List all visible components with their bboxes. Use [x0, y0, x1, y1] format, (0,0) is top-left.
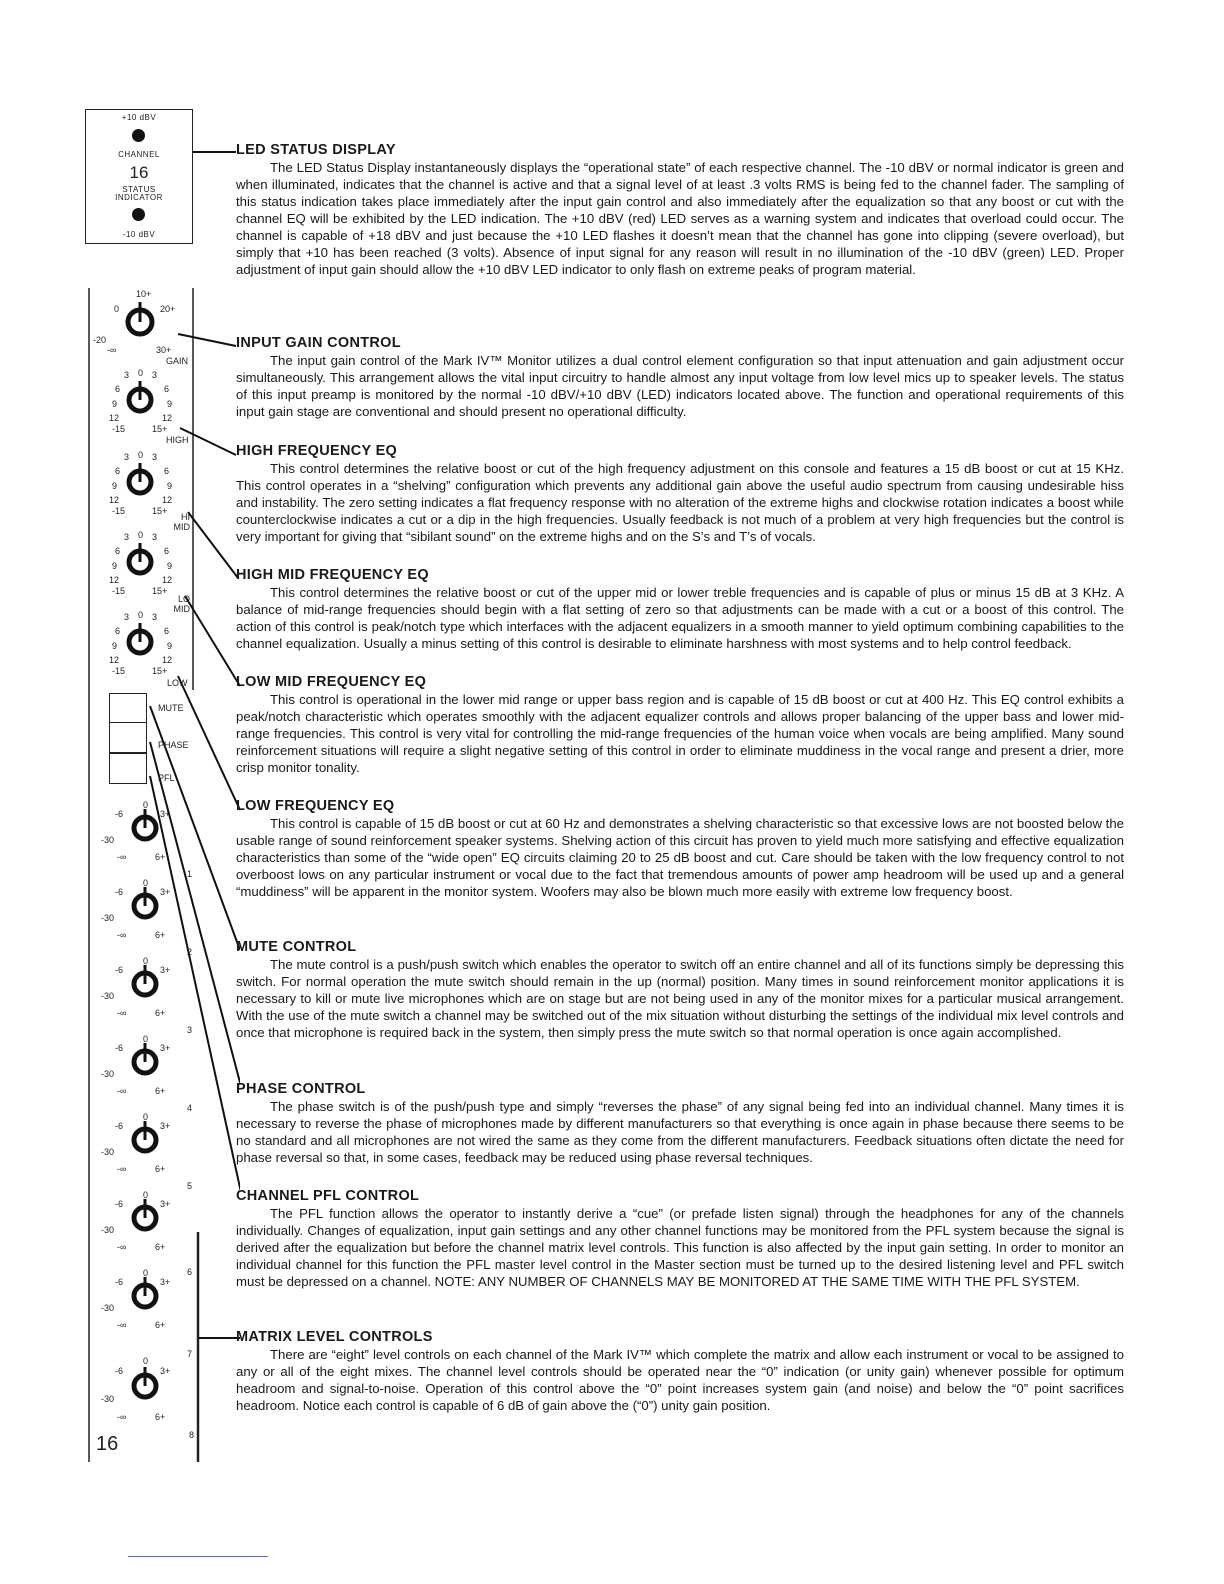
eq-scale: 15+: [152, 586, 168, 596]
bold-text: eight: [340, 1364, 369, 1379]
matrix-number-5: 5: [187, 1181, 193, 1191]
eq-low-label: LOW: [167, 678, 188, 688]
bold-text: 15 KHz: [1076, 461, 1121, 476]
section-title: LOW MID FREQUENCY EQ: [236, 674, 427, 690]
pfl-switch-label: PFL: [158, 773, 175, 783]
eq-scale: -15: [112, 666, 126, 676]
eq-scale: 0: [138, 450, 144, 460]
eq-lo-mid-label: LO MID: [173, 594, 190, 614]
section-led-status-display: [236, 142, 1124, 278]
eq-scale: 12: [162, 655, 173, 665]
section-title: HIGH FREQUENCY EQ: [236, 443, 398, 459]
eq-scale: 6: [164, 546, 170, 556]
leader-line-2: [178, 334, 236, 346]
eq-scale: 9: [112, 561, 118, 571]
matrix-scale-left: -6: [115, 1043, 124, 1053]
matrix-scale-bottom-left: -∞: [117, 930, 127, 940]
matrix-scale-top: 0: [143, 1190, 149, 1200]
gain-scale-bottom-right: 30+: [156, 345, 172, 355]
matrix-scale-left: -6: [115, 965, 124, 975]
eq-scale: 3: [152, 532, 158, 542]
matrix-scale-left: -6: [115, 1199, 124, 1209]
matrix-scale-bottom-right: 6+: [155, 1412, 166, 1422]
eq-scale: 3: [124, 612, 130, 622]
matrix-scale-top: 0: [143, 1268, 149, 1278]
status-label: STATUS: [122, 185, 156, 194]
section-channel-pfl-control: [236, 1188, 1124, 1290]
eq-scale: 9: [167, 641, 173, 651]
section-body: [236, 956, 1124, 1041]
eq-scale: 15+: [152, 666, 168, 676]
eq-scale: 12: [109, 413, 120, 423]
eq-scale: 15+: [152, 506, 168, 516]
body-text: The LED Status Display instantaneously displays the “operational state” of each respective channel. The -10 dBV or normal indicator is green and when illuminated, indicates that the channel is active and that a signal level of at least .3 volts RMS is being fed to the channel fader. The sampling of this status indication takes place immediately after the input gain control and also immediately after the equalization so that any boost or cut with the channel EQ will be exhibited by the LED indication. The +10 dBV (red) LED serves as a warning system and indicates that overload: [236, 160, 1124, 226]
eq-scale: 3: [124, 452, 130, 462]
channel-strip: [0, 0, 240, 1584]
matrix-scale-left: -6: [115, 809, 124, 819]
eq-scale: 0: [138, 610, 144, 620]
phase-switch[interactable]: [109, 722, 147, 753]
section-body: [236, 691, 1124, 776]
matrix-number-1: 1: [187, 869, 193, 879]
matrix-scale-bottom-right: 6+: [155, 852, 166, 862]
matrix-scale-bottom-left: -∞: [117, 1086, 127, 1096]
matrix-scale-right: 3+: [160, 1043, 171, 1053]
section-title: HIGH MID FREQUENCY EQ: [236, 567, 429, 583]
section-title: LED STATUS DISPLAY: [236, 142, 396, 158]
body-text: This control determines the relative boost or cut of the upper mid or lower treble frequencies and is capable of plus or minus 15 dB at: [270, 585, 1071, 600]
matrix-scale-bottom-right: 6+: [155, 1164, 166, 1174]
matrix-scale-right: 3+: [160, 965, 171, 975]
matrix-scale-bottom-left: -∞: [117, 1412, 127, 1422]
matrix-scale-far-left: -30: [101, 835, 115, 845]
gain-knob-label: GAIN: [166, 356, 189, 366]
eq-scale: 9: [112, 641, 118, 651]
phase-switch-label: PHASE: [158, 740, 189, 750]
minus10-label: -10 dBV: [122, 230, 156, 239]
mute-switch[interactable]: [109, 693, 147, 724]
matrix-scale-left: -6: [115, 1121, 124, 1131]
matrix-scale-top: 0: [143, 956, 149, 966]
section-phase-control: [236, 1081, 1124, 1166]
eq-scale: 6: [164, 466, 170, 476]
matrix-scale-bottom-left: -∞: [117, 1008, 127, 1018]
matrix-scale-top: 0: [143, 1356, 149, 1366]
matrix-scale-top: 0: [143, 800, 149, 810]
matrix-scale-top: 0: [143, 878, 149, 888]
matrix-scale-far-left: -30: [101, 1394, 115, 1404]
led-status-display: [85, 109, 193, 244]
section-mute-control: [236, 939, 1124, 1041]
indicator-label: INDICATOR: [115, 193, 163, 202]
eq-scale: 6: [115, 384, 121, 394]
section-body: [236, 1205, 1124, 1290]
body-text: tonality.: [311, 760, 360, 775]
eq-scale: 6: [164, 384, 170, 394]
page-number: 16: [96, 1433, 119, 1455]
matrix-number-2: 2: [187, 947, 193, 957]
matrix-scale-far-left: -30: [101, 913, 115, 923]
section-body: [236, 815, 1124, 900]
section-body: [236, 159, 1124, 278]
eq-scale: 3: [152, 452, 158, 462]
section-high-frequency-eq: [236, 443, 1124, 545]
body-text: This control is capable of 15 dB boost or cut at 60 Hz and demonstrates a shelving characteristic so that excessive lows are not boosted below the usable range of sound reinforcement speaker systems. Shelving action of this circuit has proven to yield much more satisfying and effective equalization characteristics than some of the “wide open” EQ circuits claiming 20 to 25 dB boost and cut. Care should be taken with the low frequency control to not overboost lows on any particular instrument or vocal due to the fact that tremendous amounts of power amp: [236, 816, 1124, 882]
section-body: [236, 460, 1124, 545]
section-low-mid-frequency-eq: [236, 674, 1124, 776]
body-text: The PFL function allows the operator to instantly derive a “cue” (or prefade listen signal) through the headphones for any of the channels individually. Changes of equalization, input gain settings and any other channel functions may be monitored from the PFL system because the signal is derived after the equalization but before the channel matrix level controls. This function is also affected by the input gain setting. In order to monitor an individual channel for this function the PFL master level control in the Master section must be turned up to the desired listening level and PFL switch must be depressed on a channel. NOTE: ANY NUMBER OF CHANNELS MAY BE MONITORED AT THE SAME TIME WITH THE PFL SYSTEM.: [236, 1206, 1124, 1289]
section-body: [236, 352, 1124, 420]
matrix-scale-right: 3+: [160, 1277, 171, 1287]
matrix-scale-bottom-right: 6+: [155, 930, 166, 940]
leader-line-9: [150, 776, 240, 1197]
matrix-number-6: 6: [187, 1267, 193, 1277]
body-text: . A balance of mid-range frequencies should begin with a flat setting of zero so that adjustments can be made with a cut or a boost of this control. The action of this control is peak/notch type which interfaces with the adjacent equalizers in a smooth manner to yield optimum combining capabilities to the channel equalization. Usually a minus setting of this control is desirable to eliminate harshness with most systems and to help control feedback.: [236, 585, 1124, 651]
bold-text: 3 KHz: [1070, 585, 1108, 600]
matrix-scale-top: 0: [143, 1112, 149, 1122]
footer-rule: [128, 1556, 268, 1557]
matrix-scale-bottom-left: -∞: [117, 1320, 127, 1330]
body-text: . This control operates in a “shelving” configuration which prevents any additional gain above the useful audio spectrum from causing undesirable hiss and instability. The zero setting indicates a flat frequency response with no alteration of the extreme highs and clockwise rotation indicates a boost while counterclockwise indicates a cut or a dip in the high frequencies. Usually feedback is not much of a problem at very high frequencies but the control is very important for giving that “sibilant sound” on the extreme highs and on the S’s and T’s of vocals.: [236, 461, 1124, 544]
eq-scale: 6: [115, 546, 121, 556]
eq-scale: -15: [112, 506, 126, 516]
eq-scale: 12: [109, 495, 120, 505]
section-body: [236, 584, 1124, 652]
eq-scale: 9: [167, 399, 173, 409]
eq-scale: 12: [162, 413, 173, 423]
leader-line-4: [188, 512, 238, 578]
matrix-scale-top: 0: [143, 1034, 149, 1044]
bold-text: headroom: [883, 867, 943, 882]
matrix-number-8: 8: [189, 1430, 195, 1440]
gain-scale-bottom-left: -∞: [107, 345, 117, 355]
gain-scale-left: 0: [114, 304, 120, 314]
eq-scale: 6: [115, 466, 121, 476]
matrix-number-7: 7: [187, 1349, 193, 1359]
matrix-scale-right: 3+: [160, 1199, 171, 1209]
eq-scale: 3: [152, 612, 158, 622]
matrix-scale-left: -6: [115, 887, 124, 897]
eq-scale: 0: [138, 368, 144, 378]
matrix-scale-far-left: -30: [101, 1303, 115, 1313]
matrix-scale-bottom-right: 6+: [155, 1008, 166, 1018]
bold-text: kill: [315, 991, 331, 1006]
body-text: (severe overload), but simply that +10 has been reached (3 volts). Absence of input signal for any reason will result in no illumination of the -10 dBV (green) LED. Proper adjustment of input gain should allow the +10 dBV LED indicator to only flash on extreme peaks of program material.: [236, 228, 1124, 277]
eq-scale: 9: [167, 481, 173, 491]
body-text: or mute live microphones which are on stage but are not being used in any of the monitor mixes for a particular musical arrangement. With the use of the mute switch a channel may be switched out of the mix situation without disturbing the settings of the individual mix level controls and once that microphone is required back in the system, then simply press the mute switch so that normal operation is once again accomplished.: [236, 991, 1124, 1040]
body-text: will be used up and a general “muddiness” will be apparent in the monitor system. Woofers may also be blown much more easily with extreme low frequency boost.: [236, 867, 1124, 899]
matrix-scale-left: -6: [115, 1277, 124, 1287]
eq-scale: 12: [162, 495, 173, 505]
eq-scale: 15+: [152, 424, 168, 434]
eq-hi-mid-label: HI MID: [173, 512, 190, 532]
eq-scale: 9: [112, 399, 118, 409]
body-text: There are “eight” level controls on each channel of the Mark IV™ which complete the matrix and allow each instrument or vocal to be assigned to any or all of the: [236, 1347, 1124, 1379]
plus10-led-icon: [132, 129, 145, 142]
section-high-mid-frequency-eq: [236, 567, 1124, 652]
body-text: occur.: [1057, 211, 1102, 226]
matrix-scale-bottom-right: 6+: [155, 1320, 166, 1330]
eq-high-label: HIGH: [166, 435, 189, 445]
body-text: The input gain control of the Mark IV™ Monitor utilizes a dual control element configuration so that input attenuation and gain adjustment occur simultaneously. This arrangement allows the vital input circuitry to handle almost any input voltage from low level mics up to speaker levels. The status of this input preamp is monitored by the normal -10 dBV/+10 dBV (LED) indicators located above. The function and operational requirements of this input gain stage are conventional and should present no operational difficulty.: [236, 353, 1124, 419]
section-body: [236, 1346, 1124, 1414]
body-text: The mute control is a push/push switch which enables the operator to switch off an entire channel and all of its functions simply be depressing this switch. For normal operation the mute switch should remain in the up (normal) position. Many times in sound reinforcement monitor applications it is necessary to: [236, 957, 1124, 1006]
matrix-scale-far-left: -30: [101, 1069, 115, 1079]
bold-text: 400 Hz: [921, 692, 965, 707]
matrix-number-4: 4: [187, 1103, 193, 1113]
body-text: . This EQ control exhibits a peak/notch characteristic which operates smoothly with the adjacent equalizer controls and allows proper balancing of the upper bass and lower mid-range frequencies. This control is very vital for controlling the mid-range frequencies of the human voice when vocals are being amplified. Many sound reinforcement situations will require a slight negative setting of this control in order to eliminate muddiness in the vocal range and present a drier, more crisp: [236, 692, 1125, 775]
gain-scale-top: 10+: [136, 289, 152, 299]
gain-scale-far-left: -20: [93, 335, 107, 345]
eq-scale: 0: [138, 530, 144, 540]
pfl-switch[interactable]: [109, 753, 147, 784]
matrix-number-3: 3: [187, 1025, 193, 1035]
matrix-scale-left: -6: [115, 1366, 124, 1376]
section-low-frequency-eq: [236, 798, 1124, 900]
plus10-label: +10 dBV: [121, 113, 157, 122]
gain-scale-right: 20+: [160, 304, 176, 314]
eq-scale: -15: [112, 424, 126, 434]
matrix-scale-bottom-right: 6+: [155, 1086, 166, 1096]
matrix-scale-bottom-left: -∞: [117, 852, 127, 862]
body-text: This control determines the relative boost or cut of the high frequency adjustment on this console and features a 15 dB boost or cut at: [270, 461, 1077, 476]
section-title: CHANNEL PFL CONTROL: [236, 1188, 420, 1204]
bold-text: could: [1025, 211, 1058, 226]
eq-scale: 9: [167, 561, 173, 571]
channel-number: 16: [129, 163, 149, 182]
section-body: [236, 1098, 1124, 1166]
matrix-scale-right: 3+: [160, 1366, 171, 1376]
bold-text: monitor: [267, 760, 312, 775]
section-title: LOW FREQUENCY EQ: [236, 798, 395, 814]
matrix-scale-bottom-left: -∞: [117, 1242, 127, 1252]
matrix-scale-bottom-left: -∞: [117, 1164, 127, 1174]
matrix-scale-right: 3+: [160, 809, 171, 819]
eq-scale: 12: [162, 575, 173, 585]
channel-label: CHANNEL: [118, 150, 160, 159]
section-matrix-level-controls: [236, 1329, 1124, 1414]
eq-scale: 3: [124, 532, 130, 542]
matrix-scale-far-left: -30: [101, 1147, 115, 1157]
eq-scale: -15: [112, 586, 126, 596]
eq-scale: 3: [124, 370, 130, 380]
body-text: mixes. The channel level controls should be operated near the “0” indication (or unity gain) whenever possible for optimum headroom and signal-to-noise. Operation of this control above the “0” point increases system gain (and noise) and below the “0” point sacrifices headroom. Notice each control is capable of 6 dB of gain above the (“0”) unity gain position.: [236, 1364, 1124, 1413]
matrix-scale-right: 3+: [160, 1121, 171, 1131]
matrix-scale-right: 3+: [160, 887, 171, 897]
section-input-gain-control: [236, 335, 1124, 420]
matrix-scale-far-left: -30: [101, 991, 115, 1001]
section-title: MATRIX LEVEL CONTROLS: [236, 1329, 433, 1345]
section-title: INPUT GAIN CONTROL: [236, 335, 401, 351]
matrix-scale-bottom-right: 6+: [155, 1242, 166, 1252]
eq-scale: 12: [109, 655, 120, 665]
eq-scale: 12: [109, 575, 120, 585]
section-title: MUTE CONTROL: [236, 939, 357, 955]
body-text: This control is operational in the lower mid range or upper bass region and is capable of 15 dB boost or cut at: [270, 692, 922, 707]
eq-scale: 9: [112, 481, 118, 491]
eq-scale: 3: [152, 370, 158, 380]
matrix-scale-far-left: -30: [101, 1225, 115, 1235]
body-text: The phase switch is of the push/push type and simply “reverses the phase” of any signal being fed into an individual channel. Many times it is necessary to reverse the phase of microphones made by different manufacturers so that everything is once again in phase because there seems to be no standard and all microphones are not wired the same as they come from the different manufacturers. Feedback situations often dictate the need for phase reversal so that, in some cases, feedback may be reduced using phase reversal techniques.: [236, 1099, 1124, 1165]
section-title: PHASE CONTROL: [236, 1081, 366, 1097]
eq-scale: 6: [115, 626, 121, 636]
minus10-led-icon: [132, 208, 145, 221]
eq-scale: 6: [164, 626, 170, 636]
mute-switch-label: MUTE: [158, 703, 184, 713]
bold-text: The channel is capable of +18 dBV and just because the +10 LED flashes it doesn’t mean that the channel has gone into clipping: [236, 211, 1124, 243]
